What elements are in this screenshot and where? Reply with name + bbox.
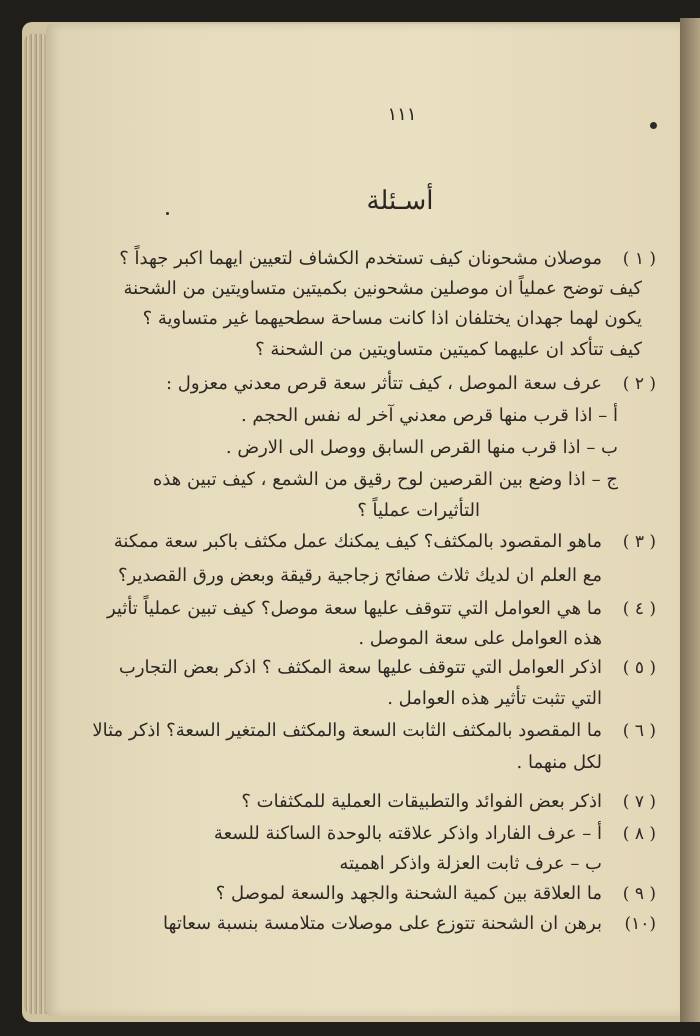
question-line: ما العلاقة بين كمية الشحنة والجهد والسعة لموصل ؟ [215,883,602,904]
ink-speck [166,212,169,215]
question-line: مع العلم ان لديك ثلاث صفائح زجاجية رقيقة وبعض ورق القصدير؟ [117,565,602,586]
question-line: كيف تتأكد ان عليهما كميتين متساويتين من الشحنة ؟ [255,339,642,360]
question-number: ( ٧ ) [622,792,656,812]
question-number: ( ٥ ) [622,658,656,678]
question-number: ( ٦ ) [622,721,656,741]
question-line: عرف سعة الموصل ، كيف تتأثر سعة قرص معدني معزول : [166,373,602,394]
question-number: ( ٣ ) [622,532,656,552]
question-line: يكون لهما جهدان يختلفان اذا كانت مساحة سطحيهما غير متساوية ؟ [142,308,642,329]
question-number: (١٠) [624,914,656,934]
question-line: لكل منهما . [516,752,602,773]
question-line: التي تثبت تأثير هذه العوامل . [387,688,602,709]
section-title: أسـئلة [366,186,434,216]
ink-dot [650,122,657,129]
question-line: التأثيرات عملياً ؟ [357,500,480,521]
question-line: ما المقصود بالمكثف الثابت السعة والمكثف المتغير السعة؟ اذكر مثالا [92,720,602,741]
question-line: هذه العوامل على سعة الموصل . [358,628,602,649]
question-line: ب – اذا قرب منها القرص السابق ووصل الى الارض . [225,437,618,458]
question-line: ماهو المقصود بالمكثف؟ كيف يمكنك عمل مكثف باكبر سعة ممكنة [113,531,602,552]
question-line: اذكر العوامل التي تتوقف عليها سعة المكثف ؟ اذكر بعض التجارب [118,657,602,678]
question-number: ( ١ ) [622,249,656,269]
question-line: أ – اذا قرب منها قرص معدني آخر له نفس الحجم . [240,405,618,426]
question-line: اذكر بعض الفوائد والتطبيقات العملية للمكثفات ؟ [241,791,602,812]
book-spine-edge [680,18,700,1022]
question-line: ما هي العوامل التي تتوقف عليها سعة موصل؟ كيف تبين عملياً تأثير [106,598,602,619]
question-line: موصلان مشحونان كيف تستخدم الكشاف لتعيين ايهما اكبر جهداً ؟ [119,248,602,269]
question-number: ( ٩ ) [622,884,656,904]
page-number: ١١١ [387,104,417,125]
question-line: برهن ان الشحنة تتوزع على موصلات متلامسة بنسبة سعاتها [163,913,602,934]
question-line: ج – اذا وضع بين القرصين لوح رقيق من الشمع ، كيف تبين هذه [152,469,618,490]
question-line: أ – عرف الفاراد واذكر علاقته بالوحدة الساكنة للسعة [213,823,602,844]
question-number: ( ٢ ) [622,374,656,394]
question-line: كيف توضح عملياً ان موصلين مشحونين بكميتين متساويتين من الشحنة [123,278,642,299]
question-number: ( ٨ ) [622,824,656,844]
question-line: ب – عرف ثابت العزلة واذكر اهميته [339,853,602,874]
question-number: ( ٤ ) [622,599,656,619]
